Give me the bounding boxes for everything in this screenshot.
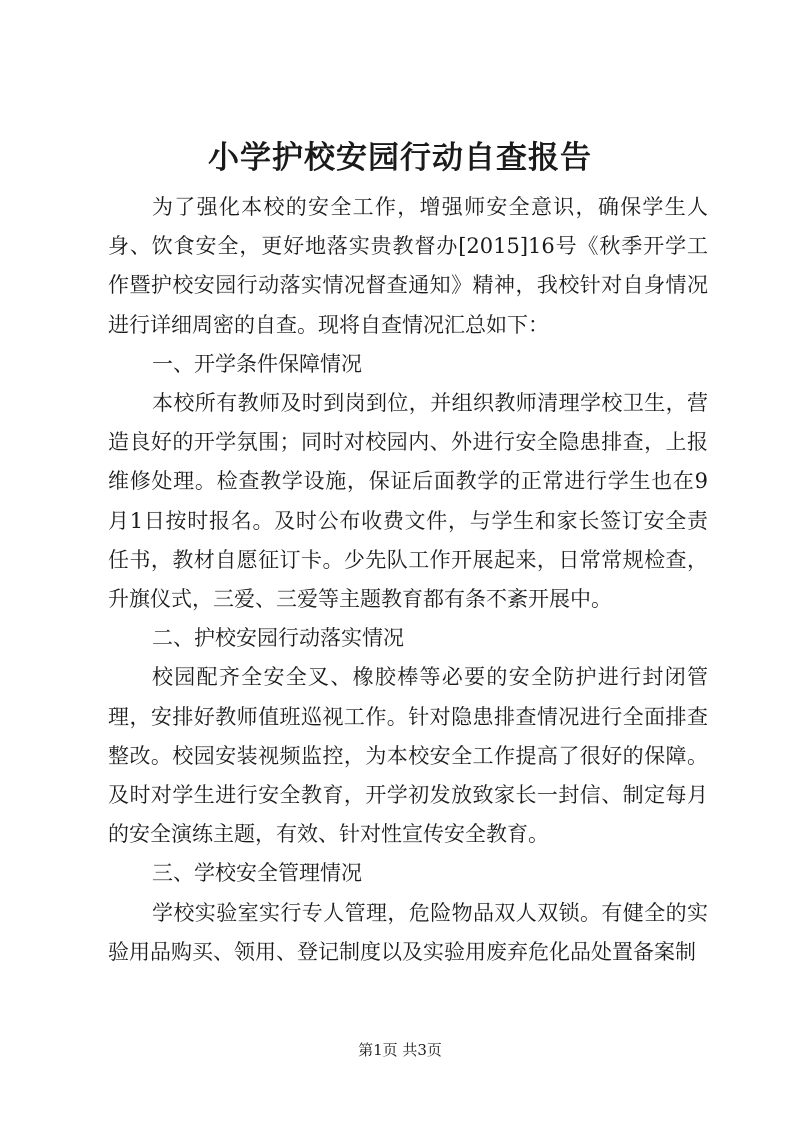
section-heading-3: 三、学校安全管理情况 — [152, 861, 362, 886]
intro-paragraph: 为了强化本校的安全工作，增强师安全意识，确保学生人身、饮食安全，更好地落实贵教督办[2015]16号《秋季开学工作暨护校安园行动落实情况督查通知》精神，我校针对自身情况进行详细周密的自查。现将自查情况汇总如下： — [108, 195, 708, 337]
document-body — [108, 188, 708, 972]
section-heading-2: 二、护校安园行动落实情况 — [152, 626, 404, 651]
section-1-paragraph: 本校所有教师及时到岗到位，并组织教师清理学校卫生，营造良好的开学氛围；同时对校园内、外进行安全隐患排查，上报维修处理。检查教学设施，保证后面教学的正常进行学生也在9月1日按时报名。及时公布收费文件，与学生和家长签订安全责任书，教材自愿征订卡。少先队工作开展起来，日常常规检查，升旗仪式，三爱、三爱等主题教育都有条不紊开展中。 — [108, 391, 708, 612]
section-3-paragraph: 学校实验室实行专人管理，危险物品双人双锁。有健全的实验用品购买、领用、登记制度以及实验用废弃危化品处置备案制 — [108, 900, 708, 964]
page-footer: 第1页 共3页 — [358, 1041, 442, 1059]
document-title: 小学护校安园行动自查报告 — [208, 140, 592, 176]
section-2-paragraph: 校园配齐全安全叉、橡胶棒等必要的安全防护进行封闭管理，安排好教师值班巡视工作。针对隐患排查情况进行全面排查整改。校园安装视频监控，为本校安全工作提高了很好的保障。及时对学生进行安全教育，开学初发放致家长一封信、制定每月的安全演练主题，有效、针对性宣传安全教育。 — [108, 665, 708, 847]
section-heading-1: 一、开学条件保障情况 — [152, 351, 362, 376]
